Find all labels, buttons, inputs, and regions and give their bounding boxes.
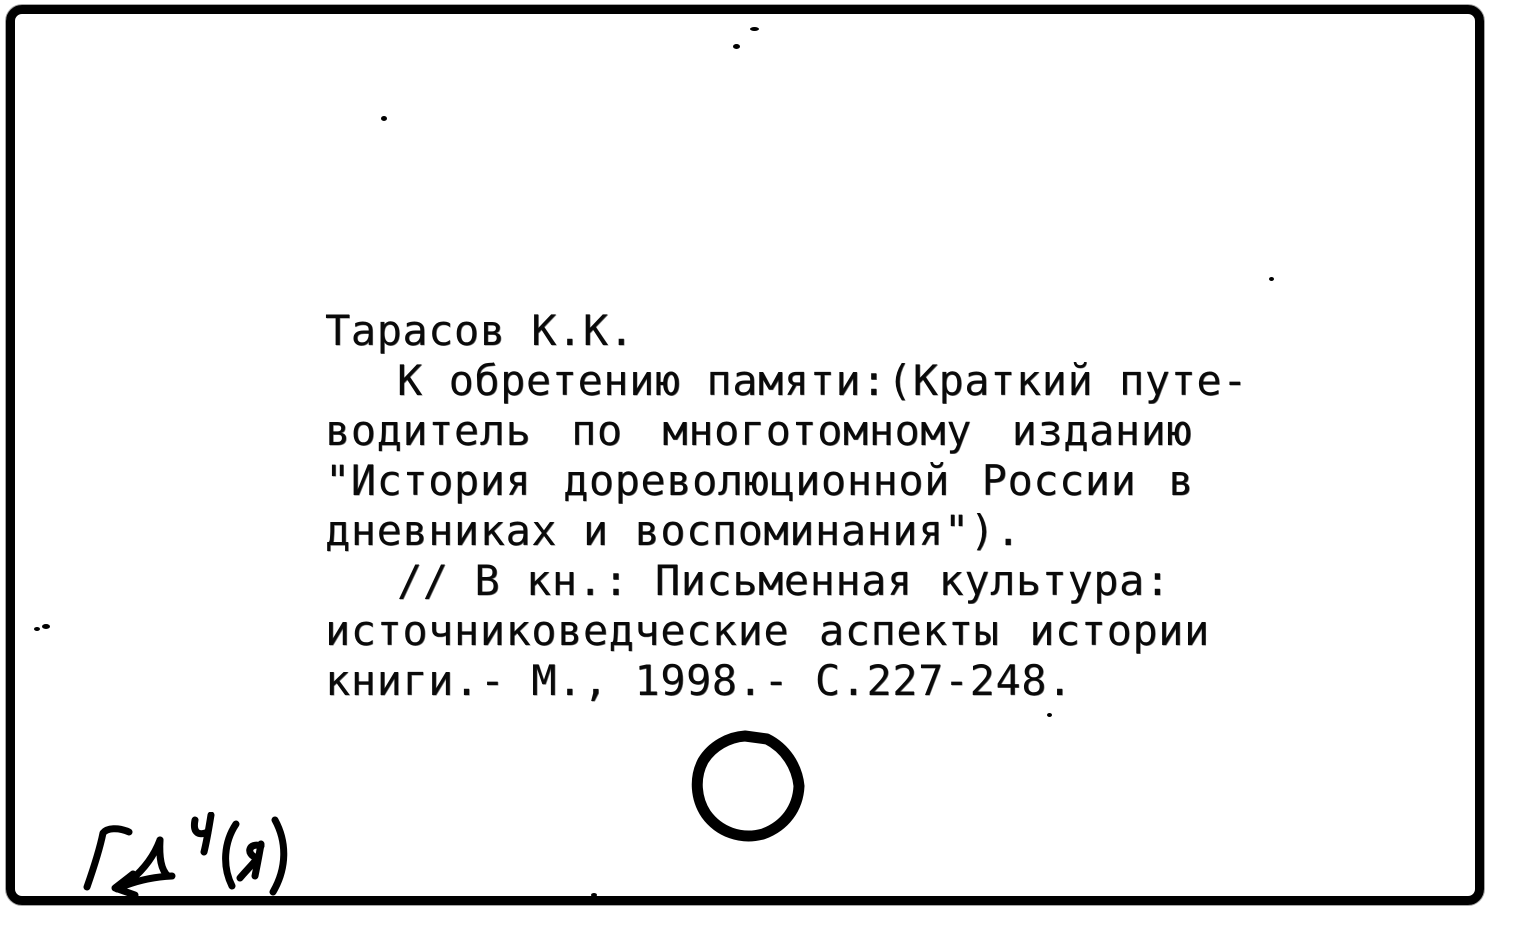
handwritten-shelfmark <box>73 812 293 916</box>
title-line-3: "История дореволюционной России в <box>325 456 1194 505</box>
title-line-2: водитель по многотомному изданию <box>325 406 1193 455</box>
bibliographic-text <box>325 306 1265 706</box>
author-line: Тарасов К.К. <box>325 306 635 355</box>
scan-speck <box>591 893 597 897</box>
title-line-1: К обретению памяти:(Краткий путе- <box>397 356 1248 405</box>
source-line-1: // В кн.: Письменная культура: <box>397 556 1171 605</box>
source-line-2: источниковедческие аспекты истории <box>325 606 1210 655</box>
imprint-line: книги.- М., 1998.- С.227-248. <box>325 656 1073 705</box>
scan-speck <box>1269 277 1274 281</box>
scan-speck <box>733 44 740 49</box>
scan-speck <box>34 627 40 631</box>
scan-speck <box>750 27 759 31</box>
catalog-card <box>6 5 1484 905</box>
hole-punch-icon <box>683 726 817 852</box>
shelfmark-text <box>15 14 16 15</box>
scan-speck <box>42 624 50 629</box>
title-line-4: дневниках и воспоминания"). <box>325 506 1022 555</box>
scan-speck <box>1047 713 1052 717</box>
scan-speck <box>381 116 387 121</box>
